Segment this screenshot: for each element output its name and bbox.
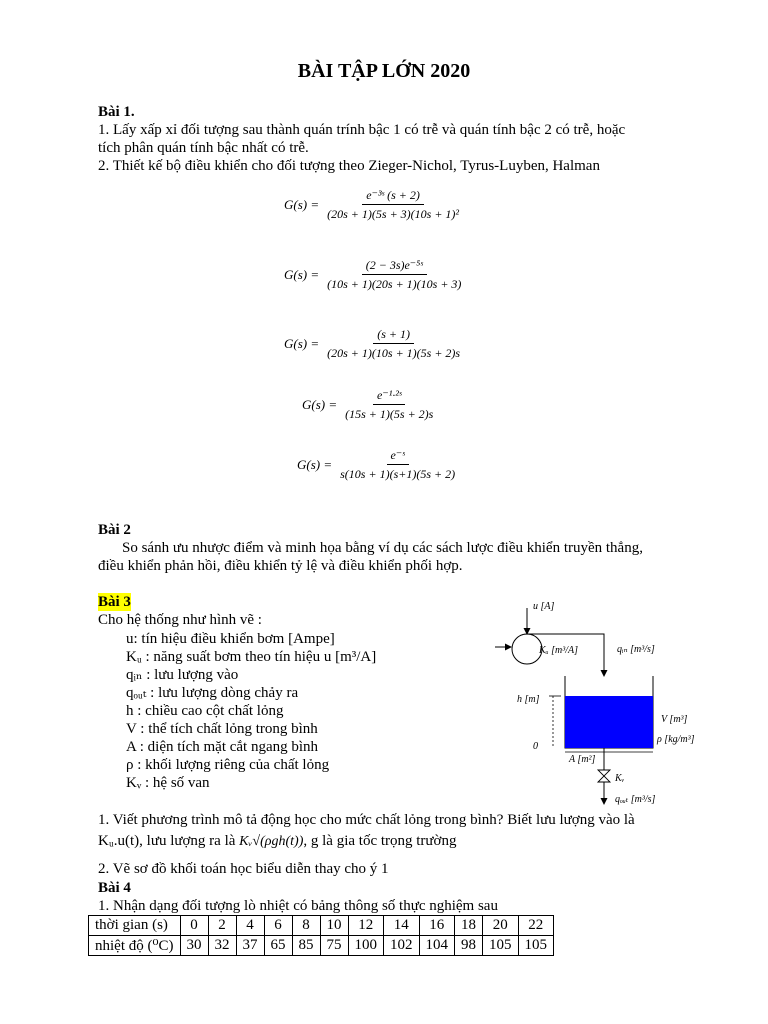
bai1-line1: 1. Lấy xấp xỉ đối tượng sau thành quán trính bậc 1 có trễ và quán tính bậc 2 có trễ, hoặc	[98, 122, 626, 138]
table-cell: 100	[348, 936, 384, 956]
equation-lhs: G(s) =	[284, 267, 320, 282]
liquid-volume	[565, 696, 653, 748]
bai3-var-h: h : chiều cao cột chất lỏng	[126, 703, 284, 719]
table-cell: 14	[384, 916, 420, 936]
table-cell: 8	[292, 916, 320, 936]
equation-numerator: e⁻ˢ	[387, 448, 409, 465]
label-zero: 0	[533, 741, 538, 752]
equation-numerator: e⁻³ˢ (s + 2)	[362, 188, 424, 205]
tank-diagram	[495, 590, 725, 810]
bai3-question1-line1: 1. Viết phương trình mô tả động học cho mức chất lỏng trong bình? Biết lưu lượng vào là	[98, 812, 635, 828]
table-cell: 104	[419, 936, 455, 956]
experiment-data-table	[88, 915, 554, 956]
table-cell: 65	[264, 936, 292, 956]
equation-denominator: (20s + 1)(5s + 3)(10s + 1)²	[327, 207, 460, 221]
table-cell: 75	[320, 936, 348, 956]
pump-icon	[512, 634, 542, 664]
equation-numerator: (2 − 3s)e⁻⁵ˢ	[362, 258, 427, 275]
bai3-question1-line2	[98, 832, 457, 851]
table-cell: 12	[348, 916, 384, 936]
table-cell: 22	[518, 916, 554, 936]
table-row	[89, 936, 554, 956]
equation-lhs: G(s) =	[284, 197, 320, 212]
bai2-heading: Bài 2	[98, 522, 131, 538]
table-cell: 4	[236, 916, 264, 936]
bai1-line3: 2. Thiết kế bộ điều khiển cho đối tượng theo Zieger-Nichol, Tyrus-Luyben, Halman	[98, 158, 600, 174]
label-rho: ρ [kg/m³]	[657, 734, 695, 745]
outflow-formula: Kᵥ√(ρgh(t))	[239, 834, 304, 849]
label-qout: qₒᵤₜ [m³/s]	[615, 794, 656, 805]
table-row	[89, 916, 554, 936]
equation-lhs: G(s) =	[297, 457, 333, 472]
bai4-line1: 1. Nhận dạng đối tượng lò nhiệt có bảng thông số thực nghiệm sau	[98, 898, 498, 914]
bai3-var-ku: Kᵤ : năng suất bơm theo tín hiệu u [m³/A]	[126, 649, 377, 665]
page-title: BÀI TẬP LỚN 2020	[297, 60, 471, 82]
bai3-var-v: V : thể tích chất lỏng trong bình	[126, 721, 318, 737]
equation-denominator: (10s + 1)(20s + 1)(10s + 3)	[327, 277, 462, 291]
valve-icon	[598, 770, 610, 782]
bai3-var-rho: ρ : khối lượng riêng của chất lỏng	[126, 757, 330, 773]
bai3-heading: Bài 3	[98, 594, 131, 610]
bai3-var-u: u: tín hiệu điều khiển bơm [Ampe]	[126, 631, 335, 647]
bai3-var-kv: Kᵥ : hệ số van	[126, 775, 210, 791]
equation-numerator: e⁻¹·²ˢ	[373, 388, 405, 405]
table-cell: 102	[384, 936, 420, 956]
equation-lhs: G(s) =	[302, 397, 338, 412]
label-a: A [m²]	[569, 754, 596, 765]
table-cell: 105	[518, 936, 554, 956]
table-cell: 32	[208, 936, 236, 956]
q1-text-a: Kᵤ.u(t), lưu lượng ra là	[98, 833, 236, 849]
equation-4	[302, 388, 437, 422]
table-cell: 30	[180, 936, 208, 956]
equation-1	[284, 188, 463, 222]
table-cell: 98	[455, 936, 483, 956]
bai3-intro: Cho hệ thống như hình vẽ :	[98, 612, 262, 628]
equation-numerator: (s + 1)	[373, 327, 414, 344]
bai3-var-qin: qᵢₙ : lưu lượng vào	[126, 667, 239, 683]
table-cell: 105	[483, 936, 519, 956]
equation-denominator: s(10s + 1)(s+1)(5s + 2)	[340, 467, 456, 481]
bai3-var-a: A : diện tích mặt cắt ngang bình	[126, 739, 319, 755]
table-cell: 85	[292, 936, 320, 956]
equation-lhs: G(s) =	[284, 336, 320, 351]
q1-text-c: , g là gia tốc trọng trường	[303, 833, 457, 849]
bai4-heading: Bài 4	[98, 880, 131, 896]
bai1-line2: tích phân quán tính bậc nhất có trễ.	[98, 140, 309, 156]
table-cell: 0	[180, 916, 208, 936]
bai2-line2: điều khiển phản hồi, điều khiển tỷ lệ và điều khiển phối hợp.	[98, 558, 463, 574]
bai1-heading: Bài 1.	[98, 104, 135, 120]
label-ku: Kᵤ [m³/A]	[539, 645, 578, 656]
label-kv: Kᵥ	[615, 773, 625, 784]
equation-denominator: (15s + 1)(5s + 2)s	[345, 407, 434, 421]
row-label-temperature: nhiệt độ (⁰C)	[89, 936, 181, 956]
equation-2	[284, 258, 465, 292]
equation-3	[284, 327, 464, 361]
table-cell: 16	[419, 916, 455, 936]
table-cell: 18	[455, 916, 483, 936]
bai3-var-qout: qₒᵤₜ : lưu lượng dòng chảy ra	[126, 685, 299, 701]
table-cell: 10	[320, 916, 348, 936]
label-qin: qᵢₙ [m³/s]	[617, 644, 655, 655]
bai3-question2: 2. Vẽ sơ đồ khối toán học biểu diễn thay cho ý 1	[98, 861, 389, 877]
row-label-time: thời gian (s)	[89, 916, 181, 936]
bai2-line1: So sánh ưu nhược điểm và minh họa bằng ví dụ các sách lược điều khiển truyền thẳng,	[122, 540, 643, 556]
table-cell: 20	[483, 916, 519, 936]
table-cell: 6	[264, 916, 292, 936]
equation-5	[297, 448, 459, 482]
table-cell: 37	[236, 936, 264, 956]
label-h: h [m]	[517, 694, 540, 705]
equation-denominator: (20s + 1)(10s + 1)(5s + 2)s	[327, 346, 461, 360]
label-u: u [A]	[533, 601, 555, 612]
label-v: V [m³]	[661, 714, 688, 725]
table-cell: 2	[208, 916, 236, 936]
